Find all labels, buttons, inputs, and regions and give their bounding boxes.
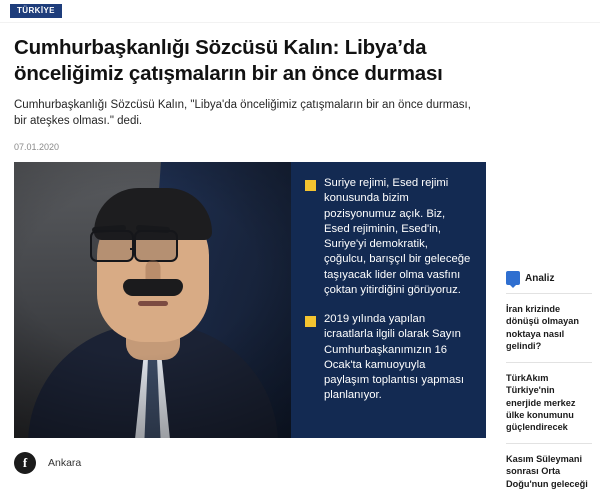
article-media [14, 162, 486, 438]
publish-date: 07.01.2020 [14, 142, 60, 152]
list-item[interactable]: TürkAkım Türkiye'nin enerjide merkez ülke konumunu güçlendirecek [506, 362, 592, 443]
article-photo [14, 162, 291, 438]
quote-item [305, 312, 472, 404]
facebook-icon[interactable]: f [14, 452, 36, 474]
page-title: Cumhurbaşkanlığı Sözcüsü Kalın: Libya’da önceliğimiz çatışmaların bir an önce durması [14, 36, 443, 85]
article-byline: Ankara [48, 457, 82, 469]
square-bullet-icon [305, 316, 316, 327]
article-footer [14, 452, 486, 484]
sidebar-header [506, 271, 592, 285]
square-bullet-icon [305, 180, 316, 191]
list-item[interactable]: Kasım Süleymani sonrası Orta Doğu'nun geleceği [506, 443, 592, 499]
article-main-column [0, 23, 500, 484]
list-item[interactable]: İran krizinde dönüşü olmayan noktaya nasıl gelindi? [506, 293, 592, 362]
quote-text: 2019 yılında yapılan icraatlarla ilgili olarak Sayın Cumhurbaşkanımızın 16 Ocak'ta kamuoyuyla paylaşım toplantısı yapması planlanıyor. [324, 313, 465, 402]
photo-vignette [14, 162, 291, 438]
quote-badge-icon [506, 271, 520, 285]
sidebar-analysis [500, 271, 600, 499]
quote-panel [291, 162, 486, 438]
quote-text: Suriye rejimi, Esed rejimi konusunda bizim pozisyonumuz açık. Biz, Esed rejiminin, Esed'in, Suriye'yi demokratik, çoğulcu, barışçıl bir geleceğe taşıyacak lider olma vasfını çoktan yitirdiğini görüyoruz. [324, 177, 471, 296]
category-bar [0, 0, 600, 23]
quote-item [305, 176, 472, 298]
sidebar-title: Analiz [525, 272, 555, 284]
category-tag[interactable]: TÜRKİYE [10, 4, 62, 18]
article-summary: Cumhurbaşkanlığı Sözcüsü Kalın, "Libya'da önceliğimiz çatışmaların bir an önce durması, bir ateşkes olması." dedi. [14, 98, 471, 128]
